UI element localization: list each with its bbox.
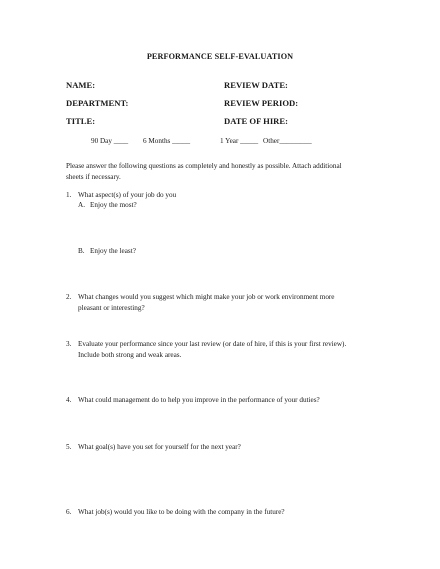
question-1-text: What aspect(s) of your job do you <box>78 191 177 199</box>
question-6-text: What job(s) would you like to be doing with the company in the future? <box>78 508 285 516</box>
question-2-line-2: pleasant or interesting? <box>78 304 145 312</box>
name-label: NAME: <box>66 80 96 90</box>
question-1a-text: Enjoy the most? <box>90 201 137 209</box>
question-3-line-1: Evaluate your performance since your last review (or date of hire, if this is your first review). <box>78 340 347 348</box>
question-2-line-1: What changes would you suggest which might make your job or work environment more <box>78 293 335 301</box>
period-other: Other_________ <box>263 137 312 145</box>
question-6-number: 6. <box>66 508 72 516</box>
title-label: TITLE: <box>66 116 96 126</box>
question-3-line-2: Include both strong and weak areas. <box>78 351 182 359</box>
instructions-line-1: Please answer the following questions as completely and honestly as possible. Attach additional <box>66 162 342 170</box>
department-label: DEPARTMENT: <box>66 98 129 108</box>
question-1b-text: Enjoy the least? <box>90 247 136 255</box>
period-1-year: 1 Year _____ <box>220 137 259 145</box>
question-5-number: 5. <box>66 443 72 451</box>
question-4-text: What could management do to help you improve in the performance of your duties? <box>78 396 320 404</box>
review-date-label: REVIEW DATE: <box>224 80 288 90</box>
question-1-number: 1. <box>66 191 72 199</box>
question-3-number: 3. <box>66 340 72 348</box>
question-5-text: What goal(s) have you set for yourself for the next year? <box>78 443 241 451</box>
question-4-number: 4. <box>66 396 72 404</box>
page-title: PERFORMANCE SELF-EVALUATION <box>146 52 294 61</box>
review-period-label: REVIEW PERIOD: <box>224 98 299 108</box>
period-6-months: 6 Months _____ <box>143 137 191 145</box>
question-1a-letter: A. <box>78 201 85 209</box>
question-2-number: 2. <box>66 293 72 301</box>
period-90-day: 90 Day ____ <box>91 137 129 145</box>
date-of-hire-label: DATE OF HIRE: <box>224 116 288 126</box>
instructions-line-2: sheets if necessary. <box>66 173 121 181</box>
question-1b-letter: B. <box>78 247 85 255</box>
